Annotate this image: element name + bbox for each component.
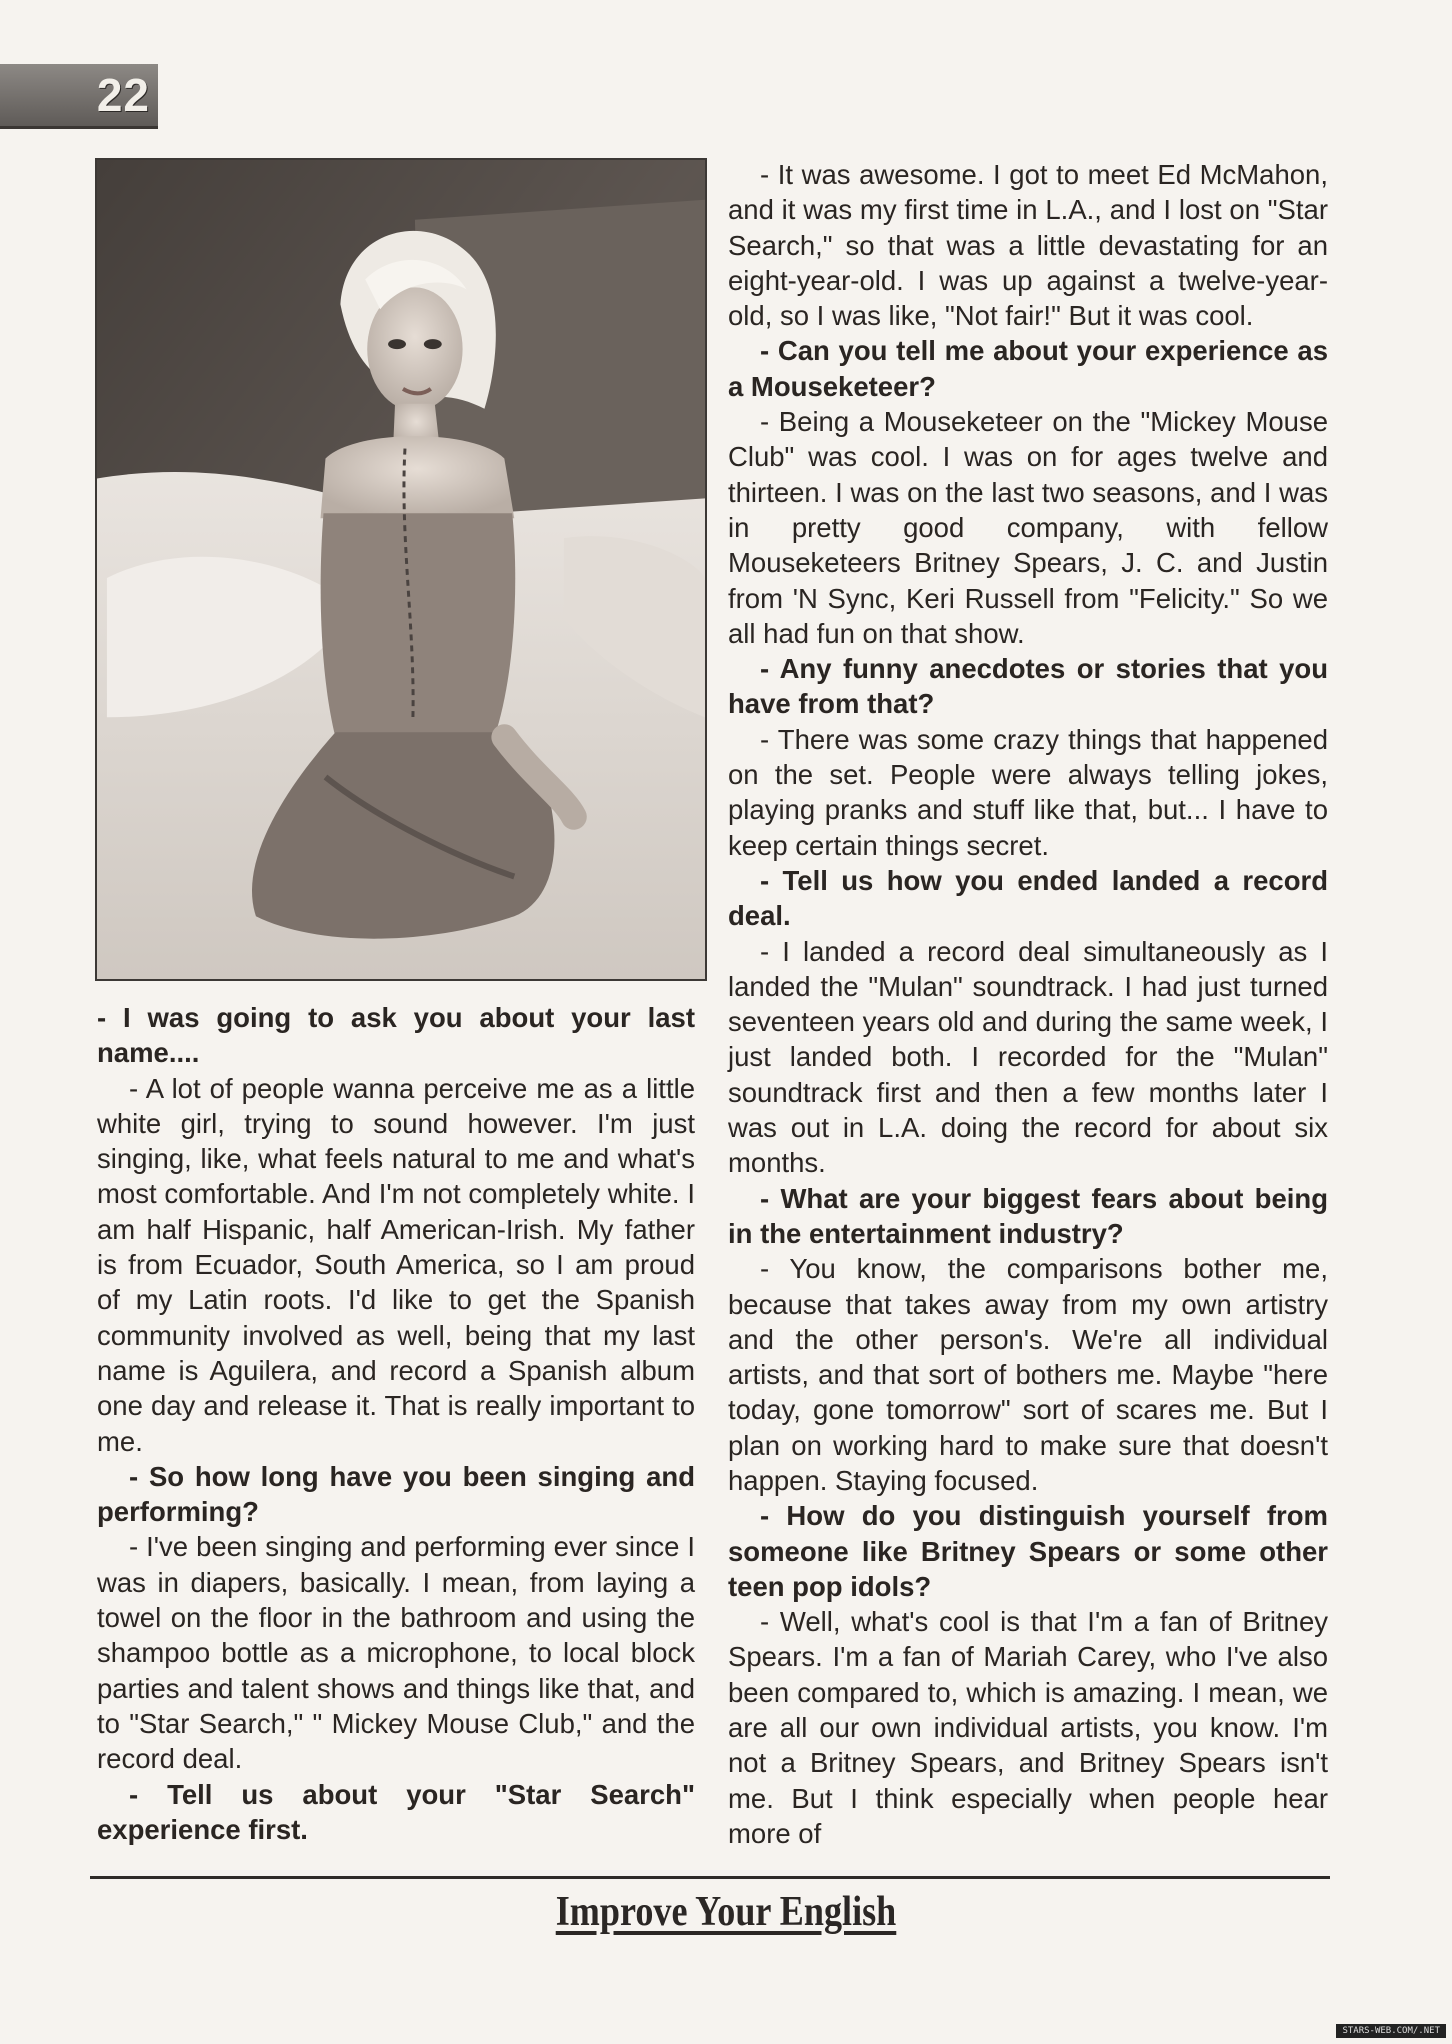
- right-text-column: [728, 157, 1328, 1851]
- question-paragraph: - I was going to ask you about your last name....: [97, 1002, 695, 1069]
- answer-paragraph: - A lot of people wanna perceive me as a little white girl, trying to sound however. I'm just singing, like, what feels natural to me and what's most comfortable. And I'm not completely white. I am half Hispanic, half American-Irish. My father is from Ecuador, South America, so I am proud of my Latin roots. I'd like to get the Spanish community involved as well, being that my last name is Aguilera, and record a Spanish album one day and release it. That is really important to me.: [97, 1072, 695, 1457]
- question-paragraph: - What are your biggest fears about being in the entertainment industry?: [728, 1182, 1328, 1249]
- question-paragraph: - How do you distinguish yourself from someone like Britney Spears or some other teen pop idols?: [728, 1500, 1328, 1602]
- watermark: STARS-WEB.COM/.NET: [1336, 2024, 1446, 2038]
- portrait-photo: [95, 158, 707, 981]
- answer-paragraph: - You know, the comparisons bother me, because that takes away from my own artistry and the other person's. We're all individual artists, and that sort of bothers me. Maybe "here today, gone tomorrow" sort of scares me. But I plan on working hard to make sure that doesn't happen. Staying focused.: [728, 1253, 1328, 1496]
- question-paragraph: - Any funny anecdotes or stories that you have from that?: [728, 653, 1328, 720]
- answer-paragraph: - There was some crazy things that happened on the set. People were always telling jokes, playing pranks and stuff like that, but... I have to keep certain things secret.: [728, 723, 1328, 861]
- footer-divider: [90, 1876, 1330, 1879]
- left-text-column: [97, 1000, 695, 1847]
- question-paragraph: - Tell us how you ended landed a record deal.: [728, 864, 1328, 932]
- page-number-bar: [0, 64, 158, 129]
- question-paragraph: - So how long have you been singing and performing?: [97, 1460, 695, 1528]
- question-paragraph: - Tell us about your "Star Search" experience first.: [97, 1778, 695, 1845]
- question-paragraph: - Can you tell me about your experience as a Mouseketeer?: [728, 335, 1328, 402]
- answer-paragraph: - Being a Mouseketeer on the "Mickey Mouse Club" was cool. I was on for ages twelve and thirteen. I was on the last two seasons, and I was in pretty good company, with fellow Mouseketeers Britney Spears, J. C. and Justin from 'N Sync, Keri Russell from "Felicity." So we all had fun on that show.: [728, 406, 1328, 649]
- page-number: 22: [96, 69, 150, 121]
- footer-title: Improve Your English: [555, 1889, 897, 1935]
- answer-paragraph: - It was awesome. I got to meet Ed McMahon, and it was my first time in L.A., and I lost on "Star Search," so that was a little devastating for an eight-year-old. I was up against a twelve-year-old, so I was like, "Not fair!" But it was cool.: [728, 159, 1328, 332]
- portrait-photo-icon: [97, 160, 705, 979]
- answer-paragraph: - Well, what's cool is that I'm a fan of Britney Spears. I'm a fan of Mariah Carey, who I've also been compared to, which is amazing. I mean, we are all our own individual artists, you know. I'm not a Britney Spears, and Britney Spears isn't me. But I think especially when people hear more of: [728, 1606, 1328, 1849]
- answer-paragraph: - I've been singing and performing ever since I was in diapers, basically. I mean, from laying a towel on the floor in the bathroom and using the shampoo bottle as a microphone, to local block parties and talent shows and things like that, and to "Star Search," " Mickey Mouse Club," and the record deal.: [97, 1531, 695, 1775]
- answer-paragraph: - I landed a record deal simultaneously as I landed the "Mulan" soundtrack. I had just turned seventeen years old and during the same week, I just landed both. I recorded for the "Mulan" soundtrack first and then a few months later I was out in L.A. doing the record for about six months.: [728, 935, 1328, 1179]
